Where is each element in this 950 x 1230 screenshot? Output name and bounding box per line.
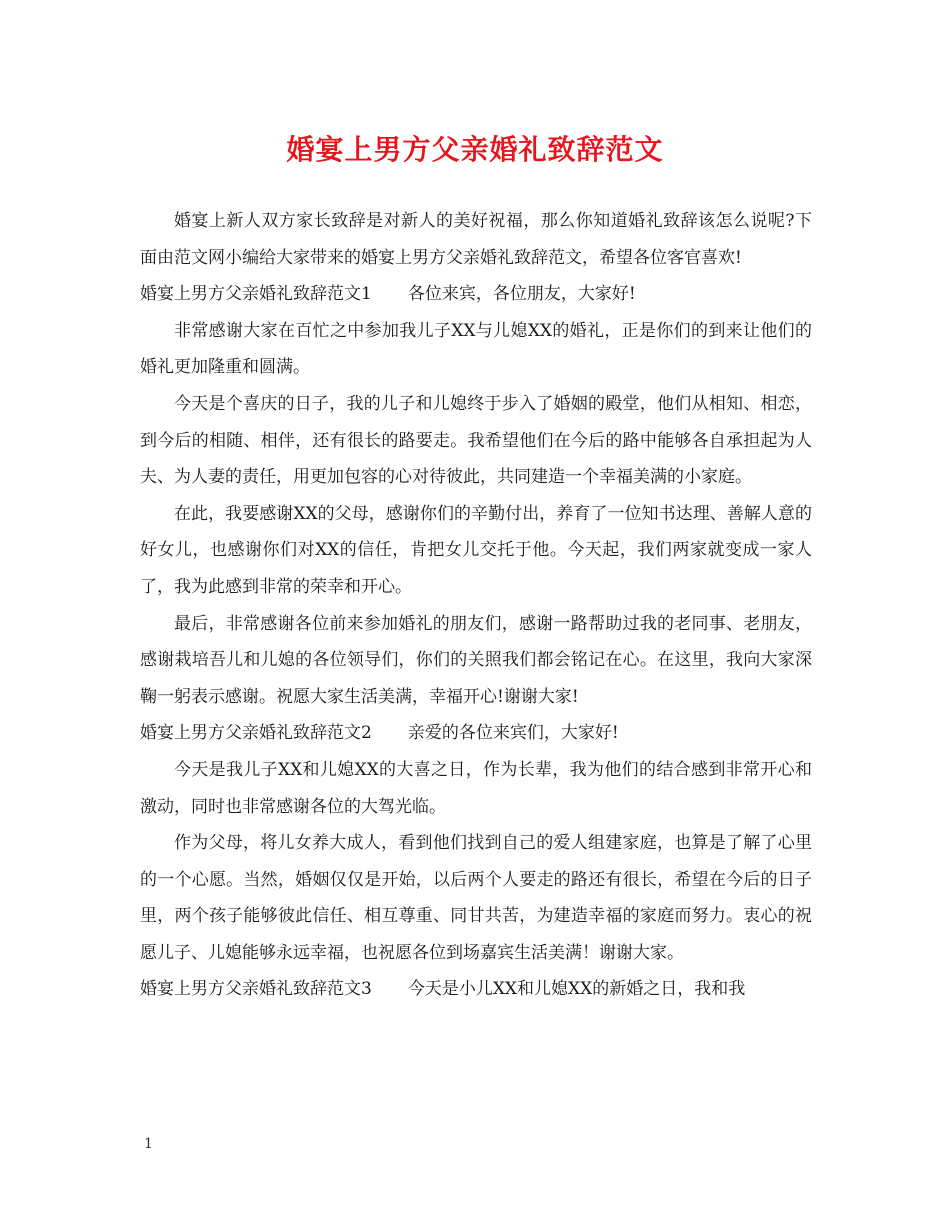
- paragraph: 作为父母，将儿女养大成人，看到他们找到自己的爱人组建家庭，也算是了解了心里的一个心愿。当然，婚姻仅仅是开始，以后两个人要走的路还有很长，希望在今后的日子里，两个孩子能够彼此信任、相互尊重、同甘共苦，为建造幸福的家庭而努力。衷心的祝愿儿子、儿媳能够永远幸福，也祝愿各位到场嘉宾生活美满！谢谢大家。: [140, 833, 812, 963]
- paragraph: 今天是我儿子XX和儿媳XX的大喜之日，作为长辈，我为他们的结合感到非常开心和激动，同时也非常感谢各位的大驾光临。: [140, 759, 812, 817]
- section-title: 婚宴上男方父亲婚礼致辞范文1: [140, 284, 372, 305]
- paragraph: 最后，非常感谢各位前来参加婚礼的朋友们，感谢一路帮助过我的老同事、老朋友，感谢栽培吾儿和儿媳的各位领导们，你们的关照我们都会铭记在心。在这里，我向大家深鞠一躬表示感谢。祝愿大家生活美满，幸福开心!谢谢大家!: [140, 613, 812, 707]
- document-body: [140, 203, 812, 1008]
- section-heading-3: [140, 971, 812, 1008]
- intro-paragraph: 婚宴上新人双方家长致辞是对新人的美好祝福，那么你知道婚礼致辞该怎么说呢?下面由范文网小编给大家带来的婚宴上男方父亲婚礼致辞范文，希望各位客官喜欢!: [140, 211, 812, 268]
- page-number: 1: [144, 1136, 153, 1152]
- section-title: 婚宴上男方父亲婚礼致辞范文3: [140, 979, 372, 1000]
- section-greeting: 亲爱的各位来宾们，大家好!: [407, 723, 619, 744]
- paragraph: 今天是个喜庆的日子，我的儿子和儿媳终于步入了婚姻的殿堂，他们从相知、相恋，到今后的相随、相伴，还有很长的路要走。我希望他们在今后的路中能够各自承担起为人夫、为人妻的责任，用更加包容的心对待彼此，共同建造一个幸福美满的小家庭。: [140, 393, 812, 488]
- paragraph: 非常感谢大家在百忙之中参加我儿子XX与儿媳XX的婚礼，正是你们的到来让他们的婚礼更加隆重和圆满。: [140, 320, 812, 378]
- section-heading-1: [140, 276, 812, 313]
- section-greeting: 今天是小儿XX和儿媳XX的新婚之日，我和我: [407, 979, 746, 1000]
- section-title: 婚宴上男方父亲婚礼致辞范文2: [140, 723, 372, 744]
- document-title: 婚宴上男方父亲婚礼致辞范文: [286, 133, 664, 166]
- section-heading-2: [140, 715, 812, 752]
- section-greeting: 各位来宾，各位朋友，大家好!: [407, 284, 636, 305]
- paragraph: 在此，我要感谢XX的父母，感谢你们的辛勤付出，养育了一位知书达理、善解人意的好女儿，也感谢你们对XX的信任，肯把女儿交托于他。今天起，我们两家就变成一家人了，我为此感到非常的荣幸和开心。: [140, 503, 812, 597]
